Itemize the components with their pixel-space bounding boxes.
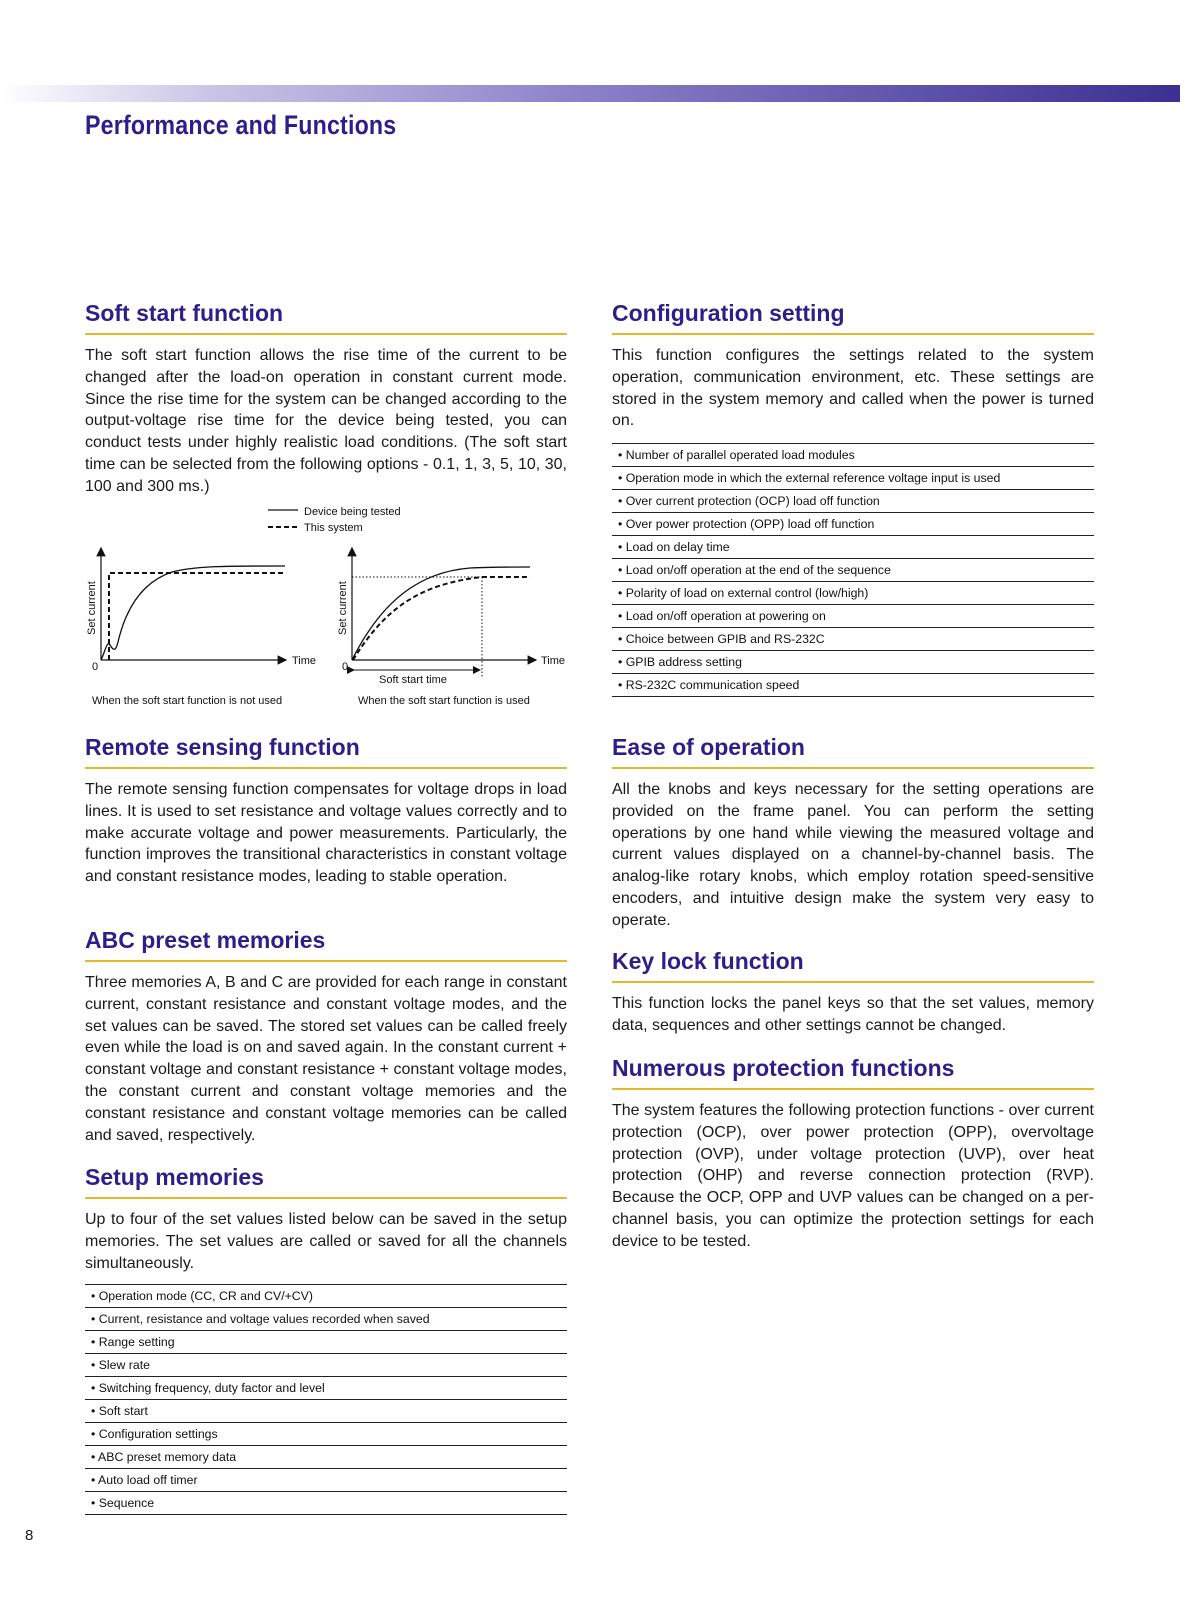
list-item: • Switching frequency, duty factor and level	[85, 1377, 567, 1400]
list-item: • Range setting	[85, 1331, 567, 1354]
list-item: • Over current protection (OCP) load off function	[612, 490, 1094, 513]
list-item: • Number of parallel operated load modules	[612, 444, 1094, 467]
header-gradient-band	[0, 85, 1180, 102]
section-title-setup-memories: Setup memories	[85, 1164, 567, 1199]
section-key-lock	[612, 948, 1094, 1037]
section-title-soft-start: Soft start function	[85, 300, 567, 335]
list-item: • Load on delay time	[612, 536, 1094, 559]
section-title-remote-sensing: Remote sensing function	[85, 734, 567, 769]
list-item: • GPIB address setting	[612, 651, 1094, 674]
remote-sensing-body: The remote sensing function compensates for voltage drops in load lines. It is used to set resistance and voltage values correctly and to make accurate voltage and power measurements. Particularly, the function improves the transitional characteristics in constant voltage and constant resistance modes, leading to stable operation.	[85, 781, 567, 886]
right-device-curve	[352, 567, 530, 660]
left-origin-label: 0	[92, 661, 99, 673]
caption-left: When the soft start function is not used	[92, 695, 283, 707]
list-item: • Over power protection (OPP) load off function	[612, 513, 1094, 536]
right-origin-label: 0	[342, 661, 349, 673]
soft-start-time-label: Soft start time	[379, 674, 447, 686]
key-lock-body: This function locks the panel keys so that the set values, memory data, sequences and other settings cannot be changed.	[612, 995, 1094, 1034]
section-title-protection: Numerous protection functions	[612, 1055, 1094, 1090]
legend-solid-label: Device being tested	[304, 506, 401, 518]
section-protection	[612, 1055, 1094, 1253]
abc-preset-body: Three memories A, B and C are provided for each range in constant current, constant resistance and constant voltage modes, and the set values can be saved. The stored set values can be called freely even while the load is on and saved again. In the constant current + constant voltage and constant resistance + constant voltage modes, the constant current and constant voltage memories and the constant resistance and constant voltage memories can be called and saved, respectively.	[85, 974, 567, 1144]
setup-memories-body: Up to four of the set values listed below can be saved in the setup memories. The set values are called or saved for all the channels simultaneously.	[85, 1211, 567, 1272]
left-y-axis-label: Set current	[86, 581, 98, 635]
left-device-curve	[101, 566, 285, 660]
ease-of-operation-body: All the knobs and keys necessary for the setting operations are provided on the frame panel. You can perform the setting operations by one hand while viewing the measured voltage and current values displayed on a channel-by-channel basis. The analog-like rotary knobs, which employ rotation speed-sensitive encoders, and intuitive design make the system very easy to operate.	[612, 781, 1094, 929]
list-item: • RS-232C communication speed	[612, 674, 1094, 697]
list-item: • Auto load off timer	[85, 1469, 567, 1492]
page-number: 8	[25, 1527, 34, 1544]
list-item: • Soft start	[85, 1400, 567, 1423]
right-y-axis-label: Set current	[337, 581, 349, 635]
page-title: Performance and Functions	[85, 110, 397, 140]
list-item: • Polarity of load on external control (low/high)	[612, 582, 1094, 605]
section-title-key-lock: Key lock function	[612, 948, 1094, 983]
list-item: • Current, resistance and voltage values recorded when saved	[85, 1308, 567, 1331]
list-item: • Load on/off operation at the end of the sequence	[612, 559, 1094, 582]
list-item: • Sequence	[85, 1492, 567, 1515]
section-remote-sensing	[85, 734, 567, 888]
configuration-list	[612, 443, 1094, 697]
soft-start-body: The soft start function allows the rise time of the current to be changed after the load-on operation in constant current mode. Since the rise time for the system can be changed according to the output-voltage rise time for the device being tested, you can conduct tests under highly realistic load conditions. (The soft start time can be selected from the following options - 0.1, 1, 3, 5, 10, 30, 100 and 300 ms.)	[85, 347, 567, 495]
soft-start-diagram-svg	[80, 500, 570, 715]
list-item: • Choice between GPIB and RS-232C	[612, 628, 1094, 651]
soft-start-diagram	[80, 500, 570, 715]
list-item: • Load on/off operation at powering on	[612, 605, 1094, 628]
list-item: • Operation mode in which the external reference voltage input is used	[612, 467, 1094, 490]
section-soft-start	[85, 300, 567, 498]
left-x-axis-label: Time	[292, 655, 317, 667]
list-item: • Slew rate	[85, 1354, 567, 1377]
right-system-curve	[353, 577, 530, 660]
left-system-curve	[109, 573, 285, 660]
legend-dashed-label: This system	[304, 522, 363, 534]
setup-memories-list	[85, 1284, 567, 1515]
list-item: • Configuration settings	[85, 1423, 567, 1446]
section-title-ease-of-operation: Ease of operation	[612, 734, 1094, 769]
right-x-axis-label: Time	[541, 655, 566, 667]
section-configuration	[612, 300, 1094, 432]
configuration-body: This function configures the settings related to the system operation, communication environment, etc. These settings are stored in the system memory and called when the power is turned on.	[612, 347, 1094, 430]
section-setup-memories	[85, 1164, 567, 1274]
list-item: • Operation mode (CC, CR and CV/+CV)	[85, 1285, 567, 1308]
caption-right: When the soft start function is used	[358, 695, 530, 707]
section-ease-of-operation	[612, 734, 1094, 932]
section-title-configuration: Configuration setting	[612, 300, 1094, 335]
protection-body: The system features the following protection functions - over current protection (OCP), over power protection (OPP), overvoltage protection (OVP), under voltage protection (UVP), over heat protection (OHP) and reverse connection protection (RVP). Because the OCP, OPP and UVP values can be changed on a per-channel basis, you can optimize the protection settings for each device to be tested.	[612, 1102, 1094, 1250]
section-abc-preset	[85, 927, 567, 1146]
section-title-abc-preset: ABC preset memories	[85, 927, 567, 962]
list-item: • ABC preset memory data	[85, 1446, 567, 1469]
